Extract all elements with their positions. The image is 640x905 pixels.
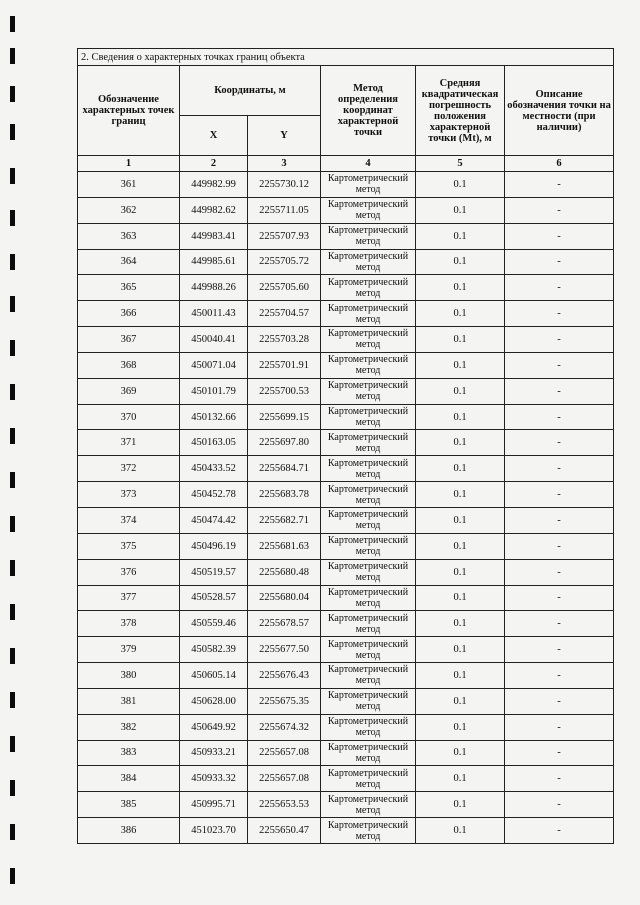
method-cell: Картометрический метод xyxy=(321,378,416,404)
x-coordinate-cell: 449983.41 xyxy=(180,223,248,249)
table-row xyxy=(78,740,614,766)
method-cell: Картометрический метод xyxy=(321,611,416,637)
description-cell: - xyxy=(505,585,614,611)
table-row xyxy=(78,482,614,508)
method-cell: Картометрический метод xyxy=(321,404,416,430)
accuracy-cell: 0.1 xyxy=(416,301,505,327)
x-coordinate-cell: 450528.57 xyxy=(180,585,248,611)
method-cell: Картометрический метод xyxy=(321,352,416,378)
point-number-cell: 385 xyxy=(78,792,180,818)
description-cell: - xyxy=(505,378,614,404)
description-cell: - xyxy=(505,249,614,275)
point-number-cell: 362 xyxy=(78,197,180,223)
y-coordinate-cell: 2255701.91 xyxy=(248,352,321,378)
x-coordinate-cell: 450628.00 xyxy=(180,688,248,714)
column-number: 2 xyxy=(180,156,248,172)
description-cell: - xyxy=(505,507,614,533)
binding-mark xyxy=(10,736,15,752)
header-x: X xyxy=(180,116,248,156)
method-cell: Картометрический метод xyxy=(321,792,416,818)
x-coordinate-cell: 450496.19 xyxy=(180,533,248,559)
x-coordinate-cell: 450071.04 xyxy=(180,352,248,378)
method-cell: Картометрический метод xyxy=(321,223,416,249)
table-row xyxy=(78,766,614,792)
accuracy-cell: 0.1 xyxy=(416,327,505,353)
y-coordinate-cell: 2255711.05 xyxy=(248,197,321,223)
table-row xyxy=(78,611,614,637)
y-coordinate-cell: 2255703.28 xyxy=(248,327,321,353)
point-number-cell: 369 xyxy=(78,378,180,404)
table-row xyxy=(78,249,614,275)
point-number-cell: 370 xyxy=(78,404,180,430)
description-cell: - xyxy=(505,637,614,663)
point-number-cell: 368 xyxy=(78,352,180,378)
point-number-cell: 378 xyxy=(78,611,180,637)
binding-mark xyxy=(10,516,15,532)
point-number-cell: 366 xyxy=(78,301,180,327)
y-coordinate-cell: 2255697.80 xyxy=(248,430,321,456)
point-number-cell: 382 xyxy=(78,714,180,740)
x-coordinate-cell: 450101.79 xyxy=(180,378,248,404)
accuracy-cell: 0.1 xyxy=(416,663,505,689)
table-row xyxy=(78,404,614,430)
accuracy-cell: 0.1 xyxy=(416,818,505,844)
point-number-cell: 379 xyxy=(78,637,180,663)
accuracy-cell: 0.1 xyxy=(416,792,505,818)
binding-mark xyxy=(10,560,15,576)
y-coordinate-cell: 2255650.47 xyxy=(248,818,321,844)
method-cell: Картометрический метод xyxy=(321,197,416,223)
section-title: 2. Сведения о характерных точках границ объекта xyxy=(78,49,614,66)
method-cell: Картометрический метод xyxy=(321,688,416,714)
method-cell: Картометрический метод xyxy=(321,818,416,844)
y-coordinate-cell: 2255681.63 xyxy=(248,533,321,559)
table-row xyxy=(78,818,614,844)
y-coordinate-cell: 2255705.60 xyxy=(248,275,321,301)
point-number-cell: 383 xyxy=(78,740,180,766)
binding-mark xyxy=(10,824,15,840)
accuracy-cell: 0.1 xyxy=(416,714,505,740)
y-coordinate-cell: 2255674.32 xyxy=(248,714,321,740)
y-coordinate-cell: 2255675.35 xyxy=(248,688,321,714)
description-cell: - xyxy=(505,172,614,198)
method-cell: Картометрический метод xyxy=(321,275,416,301)
description-cell: - xyxy=(505,197,614,223)
method-cell: Картометрический метод xyxy=(321,172,416,198)
y-coordinate-cell: 2255682.71 xyxy=(248,507,321,533)
column-numbers-row xyxy=(78,156,614,172)
table-row xyxy=(78,327,614,353)
accuracy-cell: 0.1 xyxy=(416,766,505,792)
accuracy-cell: 0.1 xyxy=(416,404,505,430)
method-cell: Картометрический метод xyxy=(321,637,416,663)
binding-mark xyxy=(10,340,15,356)
accuracy-cell: 0.1 xyxy=(416,611,505,637)
accuracy-cell: 0.1 xyxy=(416,637,505,663)
point-number-cell: 365 xyxy=(78,275,180,301)
binding-mark xyxy=(10,168,15,184)
binding-mark xyxy=(10,692,15,708)
binding-marks xyxy=(0,0,24,905)
x-coordinate-cell: 450452.78 xyxy=(180,482,248,508)
accuracy-cell: 0.1 xyxy=(416,275,505,301)
accuracy-cell: 0.1 xyxy=(416,456,505,482)
method-cell: Картометрический метод xyxy=(321,507,416,533)
binding-mark xyxy=(10,254,15,270)
method-cell: Картометрический метод xyxy=(321,663,416,689)
header-y: Y xyxy=(248,116,321,156)
binding-mark xyxy=(10,124,15,140)
point-number-cell: 381 xyxy=(78,688,180,714)
point-number-cell: 372 xyxy=(78,456,180,482)
x-coordinate-cell: 450132.66 xyxy=(180,404,248,430)
accuracy-cell: 0.1 xyxy=(416,430,505,456)
description-cell: - xyxy=(505,740,614,766)
x-coordinate-cell: 449988.26 xyxy=(180,275,248,301)
method-cell: Картометрический метод xyxy=(321,327,416,353)
y-coordinate-cell: 2255699.15 xyxy=(248,404,321,430)
point-number-cell: 386 xyxy=(78,818,180,844)
table-row xyxy=(78,172,614,198)
table-row xyxy=(78,533,614,559)
description-cell: - xyxy=(505,714,614,740)
accuracy-cell: 0.1 xyxy=(416,378,505,404)
accuracy-cell: 0.1 xyxy=(416,482,505,508)
binding-mark xyxy=(10,428,15,444)
binding-mark xyxy=(10,648,15,664)
x-coordinate-cell: 449982.99 xyxy=(180,172,248,198)
table-row xyxy=(78,792,614,818)
header-description: Описание обозначения точки на местности (при наличии) xyxy=(505,66,614,156)
y-coordinate-cell: 2255657.08 xyxy=(248,740,321,766)
description-cell: - xyxy=(505,482,614,508)
point-number-cell: 367 xyxy=(78,327,180,353)
column-number: 1 xyxy=(78,156,180,172)
method-cell: Картометрический метод xyxy=(321,559,416,585)
binding-mark xyxy=(10,86,15,102)
table-row xyxy=(78,585,614,611)
y-coordinate-cell: 2255730.12 xyxy=(248,172,321,198)
column-number: 3 xyxy=(248,156,321,172)
y-coordinate-cell: 2255653.53 xyxy=(248,792,321,818)
accuracy-cell: 0.1 xyxy=(416,223,505,249)
method-cell: Картометрический метод xyxy=(321,714,416,740)
column-number: 5 xyxy=(416,156,505,172)
point-number-cell: 377 xyxy=(78,585,180,611)
x-coordinate-cell: 450433.52 xyxy=(180,456,248,482)
point-number-cell: 374 xyxy=(78,507,180,533)
method-cell: Картометрический метод xyxy=(321,456,416,482)
description-cell: - xyxy=(505,818,614,844)
y-coordinate-cell: 2255705.72 xyxy=(248,249,321,275)
y-coordinate-cell: 2255704.57 xyxy=(248,301,321,327)
description-cell: - xyxy=(505,533,614,559)
point-number-cell: 376 xyxy=(78,559,180,585)
table-row xyxy=(78,352,614,378)
description-cell: - xyxy=(505,327,614,353)
description-cell: - xyxy=(505,792,614,818)
description-cell: - xyxy=(505,688,614,714)
point-number-cell: 363 xyxy=(78,223,180,249)
column-number: 4 xyxy=(321,156,416,172)
method-cell: Картометрический метод xyxy=(321,766,416,792)
binding-mark xyxy=(10,604,15,620)
description-cell: - xyxy=(505,275,614,301)
x-coordinate-cell: 449985.61 xyxy=(180,249,248,275)
method-cell: Картометрический метод xyxy=(321,585,416,611)
accuracy-cell: 0.1 xyxy=(416,585,505,611)
header-point: Обозначение характерных точек границ xyxy=(78,66,180,156)
x-coordinate-cell: 450649.92 xyxy=(180,714,248,740)
x-coordinate-cell: 450995.71 xyxy=(180,792,248,818)
table-row xyxy=(78,714,614,740)
description-cell: - xyxy=(505,663,614,689)
table-row xyxy=(78,559,614,585)
description-cell: - xyxy=(505,430,614,456)
x-coordinate-cell: 450605.14 xyxy=(180,663,248,689)
description-cell: - xyxy=(505,404,614,430)
description-cell: - xyxy=(505,301,614,327)
point-number-cell: 375 xyxy=(78,533,180,559)
binding-mark xyxy=(10,296,15,312)
table-row xyxy=(78,197,614,223)
x-coordinate-cell: 450933.21 xyxy=(180,740,248,766)
point-number-cell: 364 xyxy=(78,249,180,275)
x-coordinate-cell: 450011.43 xyxy=(180,301,248,327)
table-row xyxy=(78,378,614,404)
header-accuracy: Средняя квадратическая погрешность положения характерной точки (Mt), м xyxy=(416,66,505,156)
table-row xyxy=(78,507,614,533)
accuracy-cell: 0.1 xyxy=(416,740,505,766)
method-cell: Картометрический метод xyxy=(321,740,416,766)
boundary-points-table xyxy=(77,48,614,844)
binding-mark xyxy=(10,472,15,488)
point-number-cell: 371 xyxy=(78,430,180,456)
table-row xyxy=(78,663,614,689)
x-coordinate-cell: 450519.57 xyxy=(180,559,248,585)
binding-mark xyxy=(10,48,15,64)
x-coordinate-cell: 450163.05 xyxy=(180,430,248,456)
binding-mark xyxy=(10,210,15,226)
x-coordinate-cell: 450933.32 xyxy=(180,766,248,792)
table-row xyxy=(78,275,614,301)
accuracy-cell: 0.1 xyxy=(416,249,505,275)
point-number-cell: 380 xyxy=(78,663,180,689)
accuracy-cell: 0.1 xyxy=(416,197,505,223)
column-number: 6 xyxy=(505,156,614,172)
y-coordinate-cell: 2255700.53 xyxy=(248,378,321,404)
point-number-cell: 384 xyxy=(78,766,180,792)
accuracy-cell: 0.1 xyxy=(416,559,505,585)
description-cell: - xyxy=(505,611,614,637)
y-coordinate-cell: 2255657.08 xyxy=(248,766,321,792)
x-coordinate-cell: 450040.41 xyxy=(180,327,248,353)
method-cell: Картометрический метод xyxy=(321,533,416,559)
header-method: Метод определения координат характерной точки xyxy=(321,66,416,156)
point-number-cell: 361 xyxy=(78,172,180,198)
description-cell: - xyxy=(505,766,614,792)
table-row xyxy=(78,430,614,456)
method-cell: Картометрический метод xyxy=(321,301,416,327)
table-body xyxy=(78,172,614,844)
x-coordinate-cell: 450582.39 xyxy=(180,637,248,663)
y-coordinate-cell: 2255677.50 xyxy=(248,637,321,663)
table-row xyxy=(78,301,614,327)
x-coordinate-cell: 451023.70 xyxy=(180,818,248,844)
binding-mark xyxy=(10,16,15,32)
table-row xyxy=(78,456,614,482)
method-cell: Картометрический метод xyxy=(321,482,416,508)
y-coordinate-cell: 2255678.57 xyxy=(248,611,321,637)
accuracy-cell: 0.1 xyxy=(416,688,505,714)
x-coordinate-cell: 450559.46 xyxy=(180,611,248,637)
description-cell: - xyxy=(505,223,614,249)
header-coordinates: Координаты, м xyxy=(180,66,321,116)
description-cell: - xyxy=(505,456,614,482)
accuracy-cell: 0.1 xyxy=(416,172,505,198)
description-cell: - xyxy=(505,559,614,585)
y-coordinate-cell: 2255684.71 xyxy=(248,456,321,482)
accuracy-cell: 0.1 xyxy=(416,533,505,559)
binding-mark xyxy=(10,868,15,884)
y-coordinate-cell: 2255707.93 xyxy=(248,223,321,249)
table-row xyxy=(78,637,614,663)
point-number-cell: 373 xyxy=(78,482,180,508)
y-coordinate-cell: 2255683.78 xyxy=(248,482,321,508)
accuracy-cell: 0.1 xyxy=(416,352,505,378)
accuracy-cell: 0.1 xyxy=(416,507,505,533)
method-cell: Картометрический метод xyxy=(321,430,416,456)
x-coordinate-cell: 449982.62 xyxy=(180,197,248,223)
binding-mark xyxy=(10,780,15,796)
y-coordinate-cell: 2255680.48 xyxy=(248,559,321,585)
table-row xyxy=(78,688,614,714)
y-coordinate-cell: 2255680.04 xyxy=(248,585,321,611)
binding-mark xyxy=(10,384,15,400)
description-cell: - xyxy=(505,352,614,378)
x-coordinate-cell: 450474.42 xyxy=(180,507,248,533)
table-row xyxy=(78,223,614,249)
method-cell: Картометрический метод xyxy=(321,249,416,275)
y-coordinate-cell: 2255676.43 xyxy=(248,663,321,689)
